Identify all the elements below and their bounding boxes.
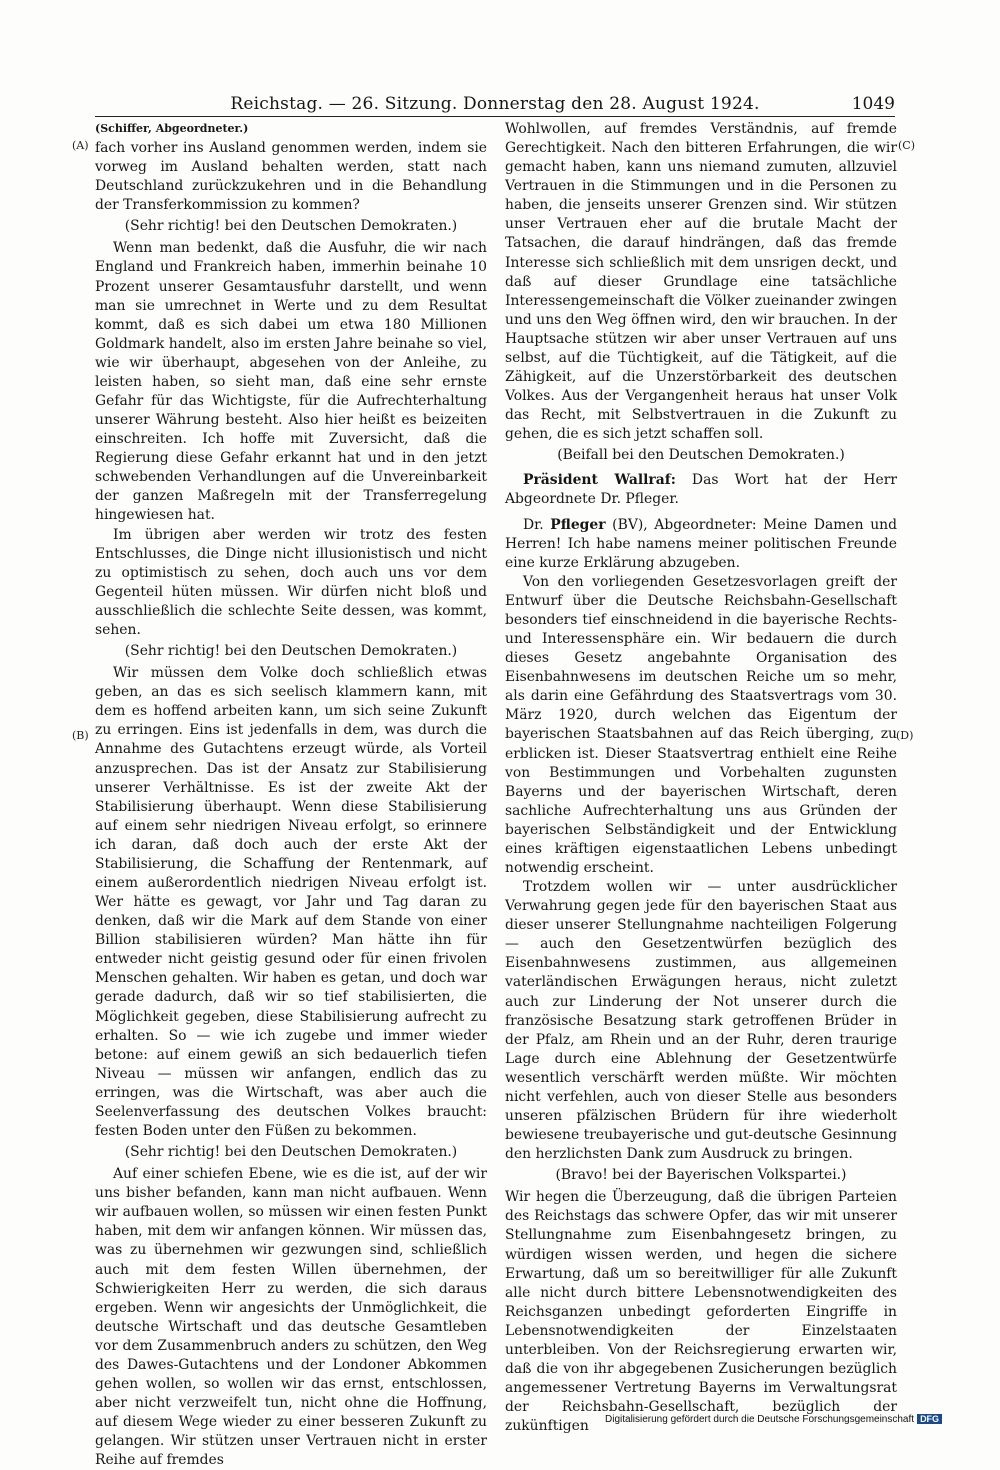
margin-marker-d: (D) <box>896 729 914 742</box>
margin-marker-c: (C) <box>898 139 915 152</box>
paragraph: Trotzdem wollen wir — unter ausdrücklicher Verwahrung gegen jede für den bayerischen Staat aus dieser unserer Stellungnahme nachteiligen Folgerung — auch den Gesetzentwürfen bezüglich des Eisenbahnwesens zustimmen, aus allgemeinen vaterländischen Erwägungen heraus, nicht zuletzt auch zur Linderung der Not unserer durch die französische Besatzung stark getroffenen Brüder in der Pfalz, am Rhein und an der Ruhr, deren traurige Lage durch eine Ablehnung der Gesetzentwürfe wesentlich verschärft werden müßte. Wir möchten nicht verfehlen, auch von dieser Stelle aus besonders unseren pfälzischen Brüdern für ihre wiederholt bewiesene treubayerische und gut-deutsche Gesinnung den herzlichsten Dank zum Ausdruck zu bringen. <box>505 879 897 1163</box>
dfg-logo: DFG <box>917 1414 942 1424</box>
page-number: 1049 <box>851 94 895 114</box>
president-statement <box>505 471 897 509</box>
paragraph: Von den vorliegenden Gesetzesvorlagen greift der Entwurf über die Deutsche Reichsbahn-Gesellschaft besonders tief einschneidend in die bayerische Rechts- und Interessensphäre ein. Wir bedauern die durch dieses Gesetz angebahnte Organisation des Eisenbahnwesens im deutschen Reiche um so mehr, als darin eine Gefährdung des Staatsvertrags vom 30. März 1920, durch welchen das Eigentum der bayerischen Staatsbahnen auf das Reich überging, zu erblicken ist. Dieser Staatsvertrag enthielt eine Reihe von Bestimmungen und Vorbehalten zugunsten Bayerns und der bayerischen Wirtschaft, deren sachliche Aufrechterhaltung uns aus Gründen der bayerischen Selbständigkeit und der Entwicklung eines kräftigen eigenstaatlichen Lebens unbedingt notwendig erscheint. <box>505 573 897 876</box>
paragraph: Wenn man bedenkt, daß die Ausfuhr, die wir nach England und Frankreich haben, immerhin beinahe 10 Prozent unserer Gesamtausfuhr darstellt, und wenn man sie umrechnet in Werte und zu dem Resultat kommt, daß es sich dabei um etwa 180 Millionen Goldmark handelt, also im ersten Jahre beinahe so viel, wie wir überhaupt, abgesehen von der Anleihe, zu leisten haben, so sieht man, daß eine sehr ernste Gefahr für das Wichtigste, für die Aufrechterhaltung unserer Währung besteht. Also hier heißt es beizeiten einschreiten. Ich hoffe mit Zuversicht, daß die Regierung diese Gefahr erkannt hat und in den jetzt schwebenden Verhandlungen auf die Unvereinbarkeit der ganzen Maßregeln mit der Transferregelung hingewiesen hat. <box>95 240 487 524</box>
paragraph: fach vorher ins Ausland genommen werden, indem sie vorweg im Ausland behalten werden, statt nach Deutschland zurückzukehren und in die Behandlung der Transferkommission zu kommen? <box>95 140 487 214</box>
interjection: (Sehr richtig! bei den Deutschen Demokraten.) <box>124 1144 458 1161</box>
speaker-name: Pfleger <box>550 516 606 533</box>
interjection: (Beifall bei den Deutschen Demokraten.) <box>557 447 845 464</box>
interjection: (Sehr richtig! bei den Deutschen Demokraten.) <box>124 643 458 660</box>
running-title: Reichstag. — 26. Sitzung. Donnerstag den 28. August 1924. <box>230 94 760 114</box>
paragraph: Wir müssen dem Volke doch schließlich etwas geben, an das es sich seelisch klammern kann, mit dem es hoffend arbeiten kann, um sich seine Zukunft zu erringen. Eins ist jedenfalls in dem, was durch die Annahme des Gutachtens erzeugt würde, als Vorteil anzusprechen. Das ist der Ansatz zur Stabilisierung unserer Verhältnisse. Es ist der zweite Akt der Stabilisierung überhaupt. Wenn diese Stabilisierung auf einem sehr niedrigen Niveau erfolgt, so erinnere ich daran, daß doch auch der erste Akt der Stabilisierung, die Schaffung der Rentenmark, auf einem außerordentlich niedrigen Niveau erfolgt ist. Wer hätte es gewagt, vor Jahr und Tag daran zu denken, daß wir die Mark auf dem Stande von einer Billion stabilisieren würden? Man hätte ihn für entweder nicht geistig gesund oder für einen frivolen Menschen gehalten. Wir haben es getan, und doch war gerade dadurch, daß wir so tief stabilisierten, die Möglichkeit gegeben, diese Stabilisierung aufrecht zu erhalten. So — wie ich zugebe und immer wieder betone: auf einem gewiß an sich bedauerlich tiefen Niveau — müssen wir anfangen, endlich das zu erringen, was die Wirtschaft, was aber auch die Seelenverfassung des deutschen Volkes braucht: festen Boden unter den Füßen zu bekommen. <box>95 665 487 1139</box>
margin-marker-a: (A) <box>72 139 89 152</box>
speaker-title: Dr. <box>523 516 551 533</box>
paragraph: Wir hegen die Überzeugung, daß die übrigen Parteien des Reichstags das schwere Opfer, das wir mit unserer Stellungnahme zum Eisenbahngesetz bringen, zu würdigen wissen werden, und hegen die sichere Erwartung, daß um so bereitwilliger für alle Zukunft alle nicht durch bittere Lebensnotwendigkeiten des Reichsganzen unbedingt geforderten Eingriffe in Lebensnotwendigkeiten der Einzelstaaten unterbleiben. Von der Reichsregierung erwarten wir, daß die von ihr abgegebenen Zusicherungen bezüglich angemessener Vertretung Bayerns im Verwaltungsrat der Reichsbahn-Gesellschaft, bezüglich der zukünftigen <box>505 1189 897 1435</box>
speaker-name: Präsident Wallraf: <box>523 472 676 489</box>
margin-marker-b: (B) <box>72 729 89 742</box>
paragraph: Auf einer schiefen Ebene, wie es die ist, auf der wir uns bisher befanden, kann man nicht aufbauen. Wenn wir aufbauen wollen, so müssen wir einen festen Punkt haben, mit dem wir anfangen können. Wir müssen das, was zu übernehmen wir gezwungen sind, schließlich auch mit dem festen Willen übernehmen, der Schwierigkeiten Herr zu werden, die sich daraus ergeben. Wenn wir angesichts der Unmöglichkeit, die deutsche Wirtschaft und das deutsche Gesamtleben vor dem Zusammenbruch anders zu schützen, den Weg des Dawes-Gutachtens und der Londoner Abkommen gehen wollen, so wollen wir das ernst, entschlossen, aber nicht verzweifelt tun, nicht ohne die Hoffnung, auf diesem Wege wieder zu einer besseren Zukunft zu gelangen. Wir stützen unser Vertrauen nicht in erster Reihe auf fremdes <box>95 1166 487 1469</box>
footer-text: Digitalisierung gefördert durch die Deutsche Forschungsgemeinschaft <box>605 1414 915 1425</box>
paragraph: Im übrigen aber werden wir trotz des festen Entschlusses, die Dinge nicht illusionistisch und nicht zu optimistisch zu sehen, doch auch uns vor dem Gegenteil hüten müssen. Wir dürfen nicht bloß und ausschließlich die schlechte Seite dessen, was kommt, sehen. <box>95 526 487 638</box>
page-header <box>95 92 895 117</box>
interjection: (Bravo! bei der Bayerischen Volkspartei.) <box>555 1167 847 1184</box>
speaker-note: (Schiffer, Abgeordneter.) <box>95 122 249 135</box>
pfleger-statement <box>505 516 897 573</box>
digitization-footer <box>605 1414 942 1425</box>
interjection: (Sehr richtig! bei den Deutschen Demokraten.) <box>124 218 458 235</box>
left-column <box>95 120 487 1470</box>
paragraph: Wohlwollen, auf fremdes Verständnis, auf fremde Gerechtigkeit. Nach den bitteren Erfahrungen, die wir gemacht haben, kann uns niemand zumuten, allzuviel Vertrauen in die Stimmungen und in die Personen zu haben, die jenseits unserer Grenzen sind. Wir stützen unser Vertrauen eher auf die brutale Macht der Tatsachen, die darauf hindrängen, daß das fremde Interesse sich schließlich mit dem unsrigen deckt, und daß auf dieser Grundlage eine tatsächliche Interessengemeinschaft die Völker zueinander zwingen und uns den Weg öffnen wird, den wir brauchen. In der Hauptsache stützen wir aber unser Vertrauen auf uns selbst, auf die Tüchtigkeit, auf die Tätigkeit, auf die Zähigkeit, auf die Unzerstörbarkeit des deutschen Volkes. Aus der Vergangenheit heraus hat unser Volk das Recht, mit Selbstvertrauen in die Zukunft zu gehen, die es sich jetzt schaffen soll. <box>505 121 897 443</box>
statement-text: Das Wort hat der Herr Abgeordnete Dr. Pfleger. <box>505 472 897 508</box>
right-column <box>505 120 897 1436</box>
statement-text: (BV), Abgeordneter: Meine Damen und Herren! Ich habe namens meiner politischen Freunde eine kurze Erklärung abzugeben. <box>505 516 897 571</box>
